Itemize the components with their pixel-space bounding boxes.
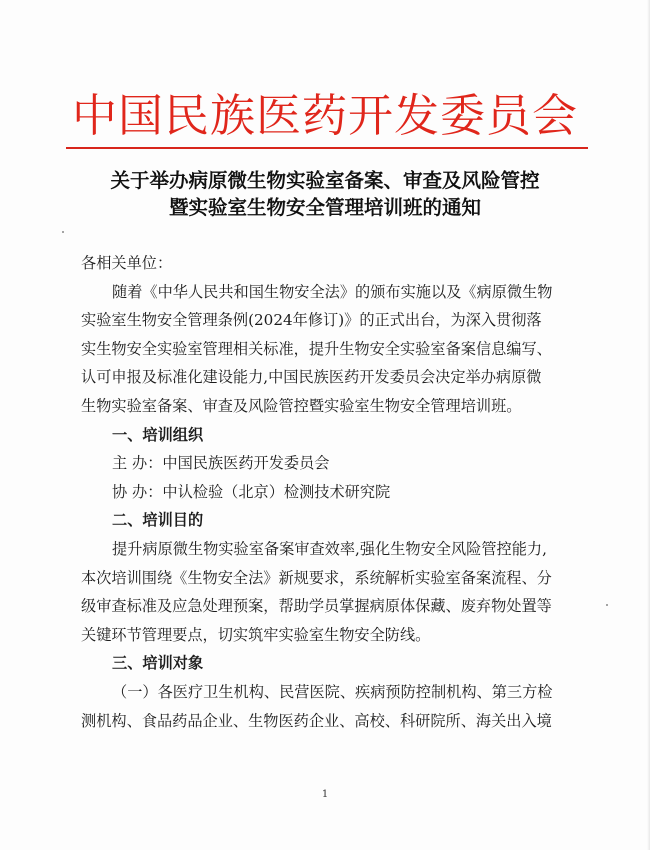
page-number: 1: [321, 789, 329, 800]
section-heading-organization: 一、培训组织: [112, 425, 204, 444]
scan-speck: [62, 231, 64, 233]
section-heading-audience: 三、培训对象: [112, 654, 204, 673]
intro-line: 实验室生物安全管理条例(2024年修订)》的正式出台，为深入贯彻落: [81, 311, 542, 330]
salutation: 各相关单位：: [81, 254, 173, 272]
document-title: [0, 167, 650, 221]
purpose-line: 关键环节管理要点，切实筑牢实验室生物安全防线。: [81, 625, 431, 644]
header-red-rule: [66, 147, 588, 149]
intro-line: 实生物安全实验室管理相关标准，提升生物安全实验室备案信息编写、: [81, 339, 552, 358]
co-host-label: 协 办：: [112, 482, 163, 501]
section-heading-purpose: 二、培训目的: [112, 511, 204, 530]
audience-line: （一）各医疗卫生机构、民营医院、疾病预防控制机构、第三方检: [112, 682, 553, 701]
intro-paragraph: [81, 278, 593, 421]
purpose-line: 提升病原微生物实验室备案审查效率,强化生物安全风险管控能力,: [112, 539, 547, 558]
host-label: 主 办：: [112, 454, 163, 473]
host-value: 中国民族医药开发委员会: [162, 454, 330, 473]
scan-speck: [606, 604, 608, 606]
issuing-organization-header: 中国民族医药开发委员会: [71, 89, 578, 142]
co-host-line: [81, 478, 593, 507]
purpose-paragraph: [81, 535, 593, 649]
audience-line: 测机构、食品药品企业、生物医药企业、高校、科研院所、海关出入境: [81, 711, 552, 730]
intro-line: 随着《中华人民共和国生物安全法》的颁布实施以及《病原微生物: [112, 282, 553, 301]
document-title-line-2: 暨实验室生物安全管理培训班的通知: [168, 196, 481, 219]
intro-line: 生物实验室备案、审查及风险管控暨实验室生物安全管理培训班。: [81, 396, 522, 415]
purpose-line: 级审查标准及应急处理预案，帮助学员掌握病原体保藏、废弃物处置等: [81, 597, 552, 616]
intro-line: 认可申报及标准化建设能力,中国民族医药开发委员会决定举办病原微: [81, 368, 542, 387]
audience-paragraph: [81, 678, 593, 735]
purpose-line: 本次培训围绕《生物安全法》新规要求，系统解析实验室备案流程、分: [81, 568, 552, 587]
document-title-line-1: 关于举办病原微生物实验室备案、审查及风险管控: [110, 169, 540, 192]
co-host-value: 中认检验（北京）检测技术研究院: [162, 482, 391, 501]
host-line: [81, 449, 593, 478]
document-body: [81, 249, 593, 735]
